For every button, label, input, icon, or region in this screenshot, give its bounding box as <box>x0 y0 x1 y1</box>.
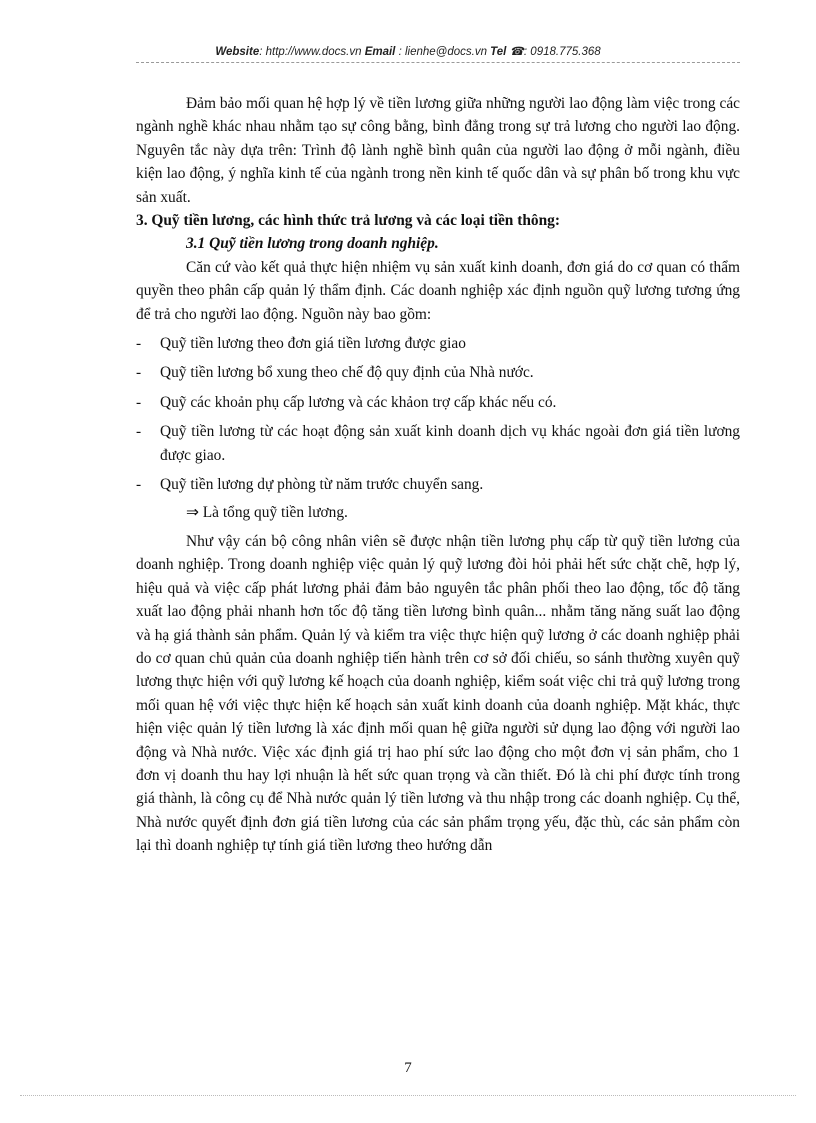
paragraph-1: Đảm bảo mối quan hệ hợp lý về tiền lương giữa những người lao động làm việc trong các ngành nghề khác nhau nhằm tạo sự công bằng, bình đẳng trong sự trả lương cho người lao động. Nguyên tắc này dựa trên: Trình độ lành nghề bình quân của người lao động ở mỗi ngành, điều kiện lao động, ý nghĩa kinh tế của ngành trong nền kinh tế quốc dân và sự phân bố trong khu vực sản xuất. <box>136 95 740 206</box>
subsection-heading-3-1: 3.1 Quỹ tiền lương trong doanh nghiệp. <box>186 235 439 253</box>
paragraph-2: Căn cứ vào kết quả thực hiện nhiệm vụ sản xuất kinh doanh, đơn giá do cơ quan có thẩm quyền theo phân cấp quản lý thẩm định. Các doanh nghiệp xác định nguồn quỹ lương tương ứng để trả cho người lao động. Nguồn này bao gồm: <box>136 258 740 323</box>
bullet-dash: - <box>136 335 142 353</box>
conclusion-line <box>136 501 740 524</box>
bullet-dash: - <box>136 476 142 494</box>
bullet-item <box>136 361 740 384</box>
bullet-dash: - <box>136 393 142 411</box>
paragraph-3: Như vậy cán bộ công nhân viên sẽ được nhận tiền lương phụ cấp từ quỹ tiền lương của doanh nghiệp. Trong doanh nghiệp việc quản lý quỹ lương đòi hỏi phải hết sức chặt chẽ, hợp lý, hiệu quả và việc cấp phát lương phải đảm bảo nguyên tắc phân phối theo lao động, tốc độ tăng xuất lao động phải nhanh hơn tốc độ tăng tiền lương bình quân... nhằm tăng năng suất lao động và hạ giá thành sản phẩm. Quản lý và kiểm tra việc thực hiện quỹ lương ở các doanh nghiệp phải do cơ quan chủ quản của doanh nghiệp tiến hành trên cơ sở đối chiếu, so sánh thường xuyên quỹ lương thực hiện với quỹ lương kế hoạch của doanh nghiệp, kiểm soát việc chi trả quỹ lương trong mối quan hệ với việc thực hiện kế hoạch sản xuất kinh doanh của doanh nghiệp. Mặt khác, thực hiện việc quản lý tiền lương là xác định mối quan hệ giữa người sử dụng lao động với người lao động và Nhà nước. Việc xác định giá trị hao phí sức lao động cho một đơn vị sản phẩm, cho 1 đơn vị doanh thu hay lợi nhuận là hết sức quan trọng và cần thiết. Đó là chi phí được tính trong giá thành, là công cụ để Nhà nước quản lý tiền lương và thu nhập trong các doanh nghiệp. Cụ thể, Nhà nước quyết định đơn giá tiền lương của các sản phẩm trọng yếu, đặc thù, các sản phẩm còn lại thì doanh nghiệp tự tính giá tiền lương theo hướng dẫn <box>136 532 740 855</box>
bullet-text: Quỹ tiền lương từ các hoạt động sản xuất kinh doanh dịch vụ khác ngoài đơn giá tiền lương được giao. <box>160 423 740 464</box>
tel-label: Tel <box>490 46 507 58</box>
document-body <box>136 92 740 858</box>
page-number: 7 <box>404 1060 412 1076</box>
tel-value: : 0918.775.368 <box>523 46 601 58</box>
website-label: Website <box>215 46 260 58</box>
bullet-dash: - <box>136 423 142 441</box>
bullet-text: Quỹ tiền lương dự phòng từ năm trước chuyển sang. <box>160 476 484 494</box>
email-value: : lienhe@docs.vn <box>398 46 487 58</box>
bullet-item <box>136 332 740 355</box>
page-header <box>0 44 816 58</box>
bullet-dash: - <box>136 364 142 382</box>
page-bottom-border <box>20 1095 796 1096</box>
bullet-text: Quỹ các khoản phụ cấp lương và các khảon trợ cấp khác nếu có. <box>160 393 557 411</box>
conclusion-text: Là tổng quỹ tiền lương. <box>202 503 348 521</box>
bullet-item <box>136 391 740 414</box>
email-label: Email <box>364 46 396 58</box>
implies-arrow-icon: ⇒ <box>186 503 199 521</box>
phone-icon: ☎ <box>509 46 524 58</box>
section-heading-3: 3. Quỹ tiền lương, các hình thức trả lương và các loại tiền thông: <box>136 212 560 230</box>
bullet-item <box>136 420 740 467</box>
bullet-text: Quỹ tiền lương theo đơn giá tiền lương được giao <box>160 335 466 353</box>
bullet-text: Quỹ tiền lương bổ xung theo chế độ quy định của Nhà nước. <box>160 364 534 382</box>
bullet-item <box>136 473 740 496</box>
header-divider <box>136 62 740 63</box>
website-value: : http://www.docs.vn <box>259 46 362 58</box>
